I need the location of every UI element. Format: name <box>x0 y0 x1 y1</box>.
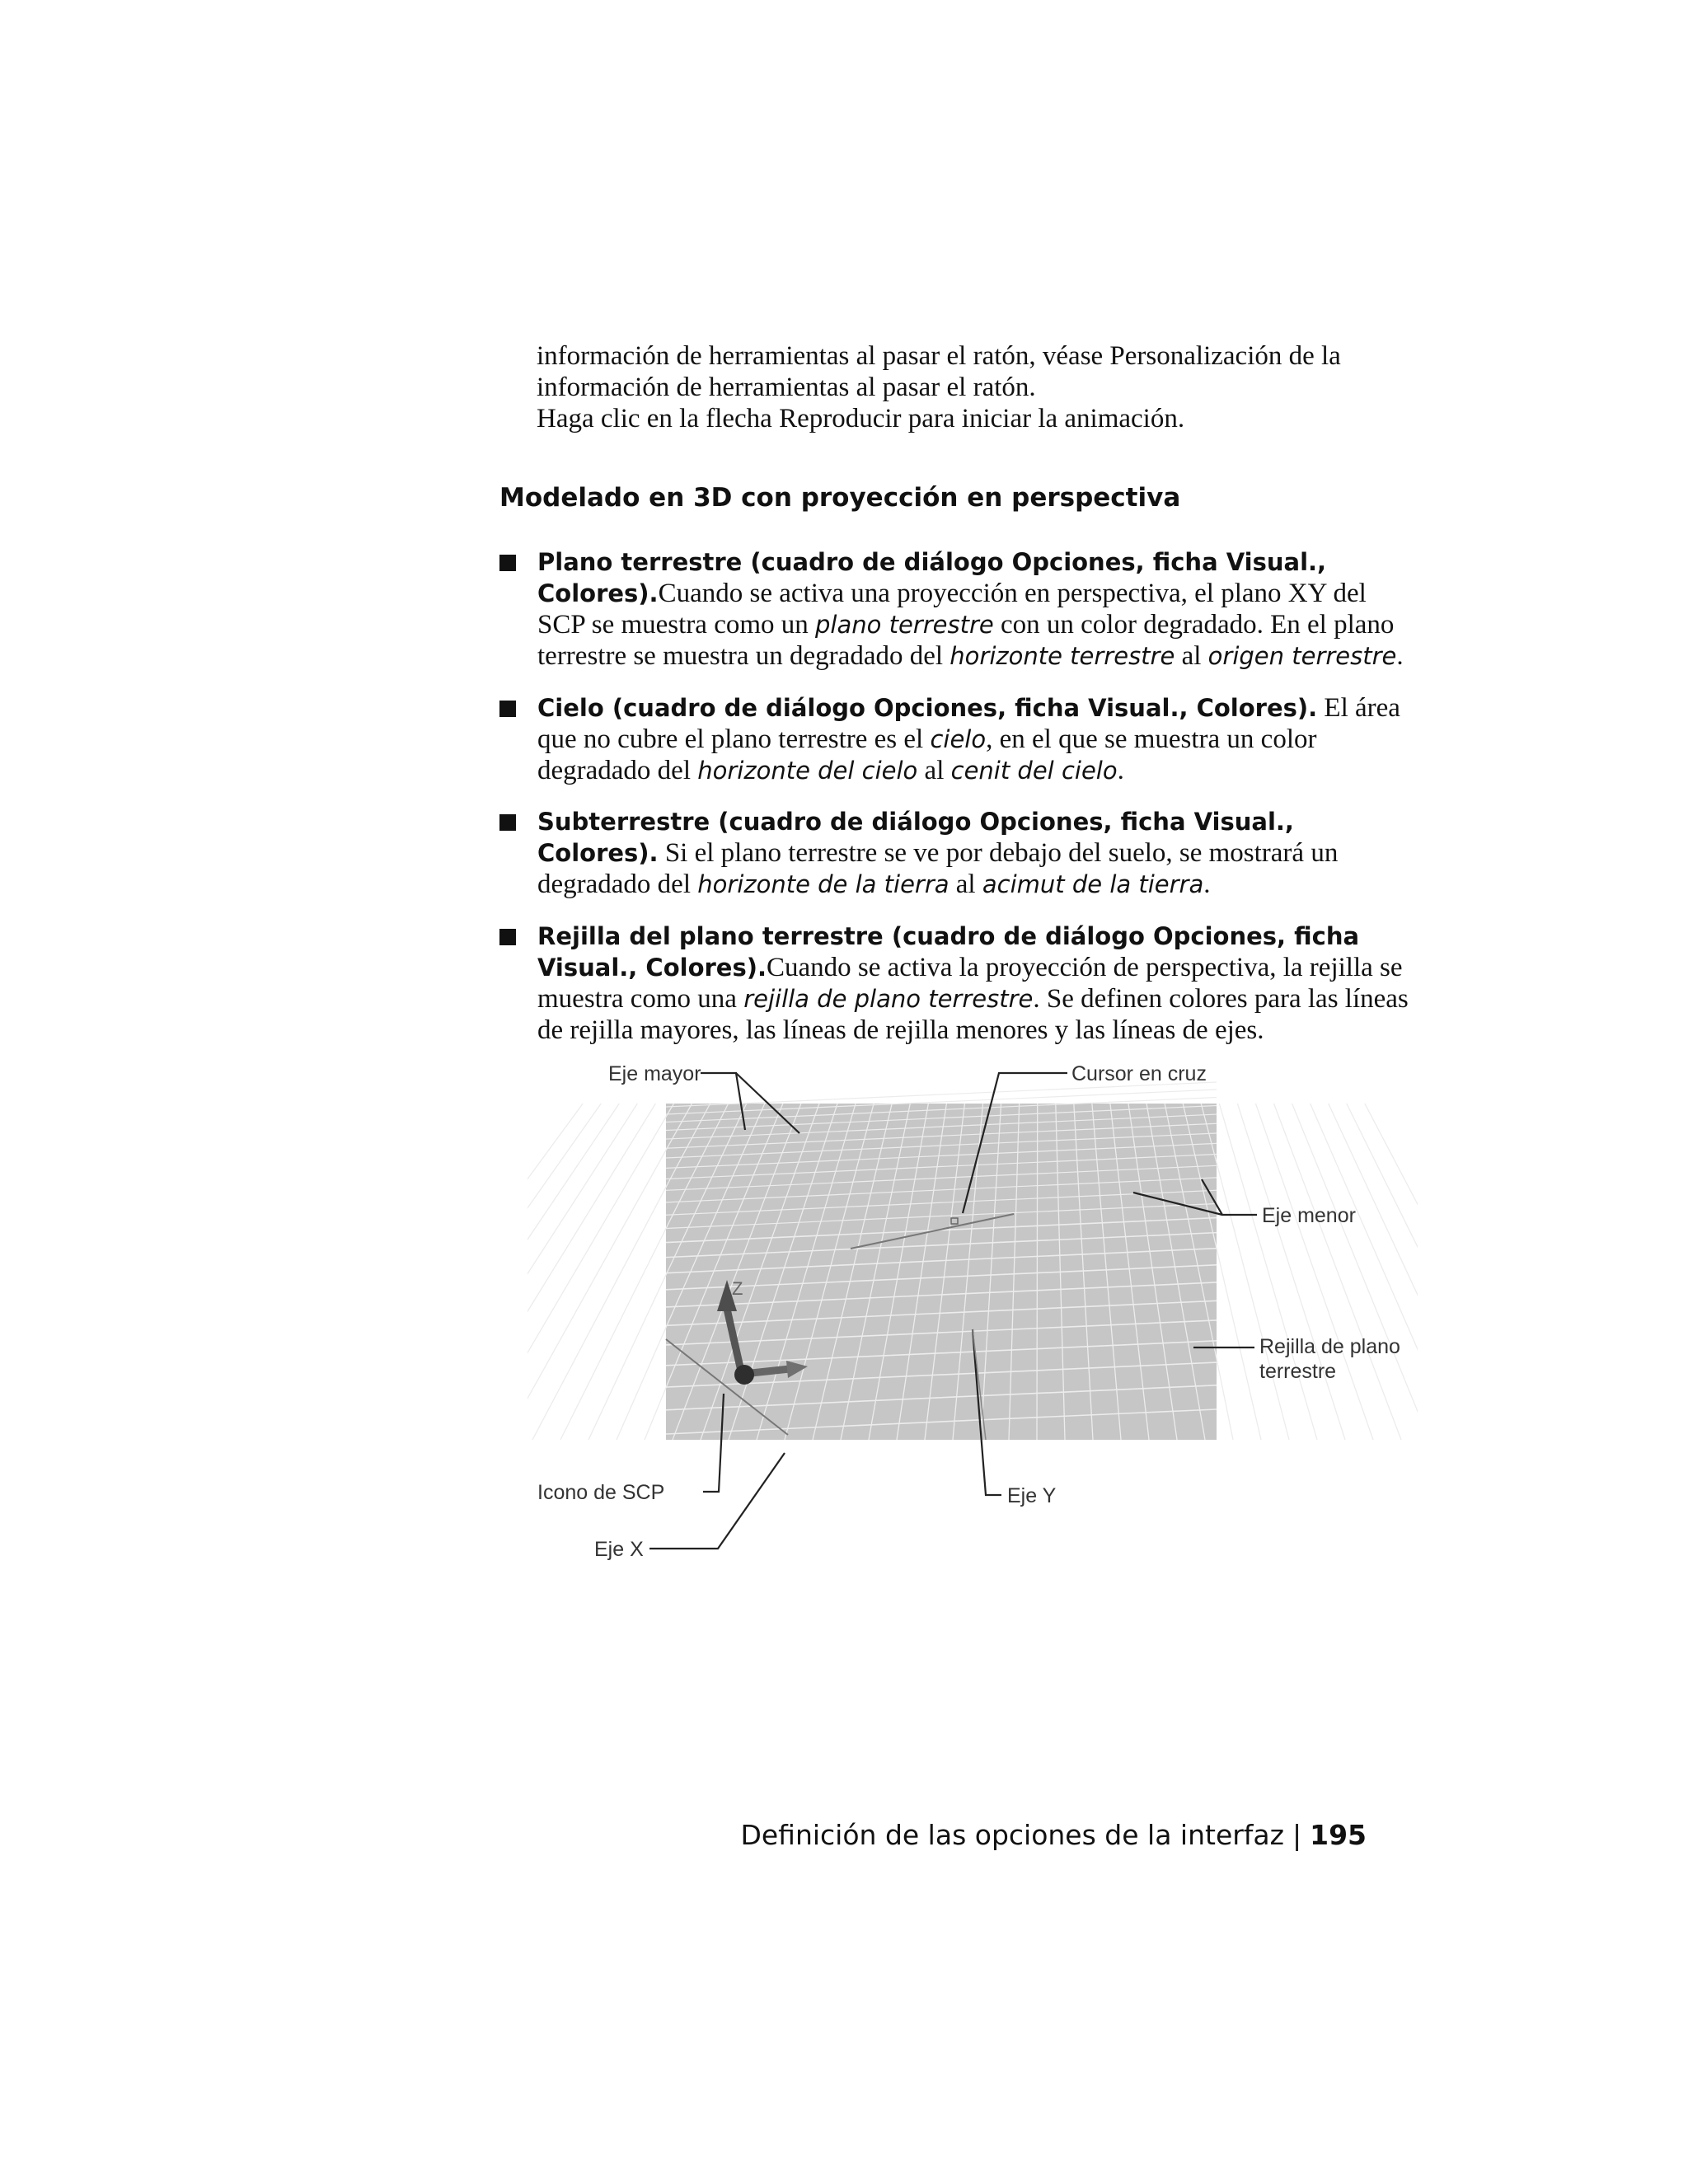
label-eje-mayor: Eje mayor <box>608 1062 701 1085</box>
bullet-term: horizonte del cielo <box>697 757 918 785</box>
bullet-body: Cuando se activa la proyección de perspectiva, la rejilla se muestra como una <box>537 953 1403 1014</box>
bullet-term: plano terrestre <box>815 611 994 639</box>
bullet-item-rejilla <box>499 921 1414 1046</box>
grid-line <box>1274 1104 1401 1440</box>
grid-line <box>1255 1104 1373 1440</box>
square-bullet-icon <box>499 814 516 831</box>
bullet-body: con un color degradado. En el plano terrestre se muestra un degradado del <box>537 610 1395 671</box>
bullet-item-cielo <box>499 692 1414 786</box>
label-eje-menor: Eje menor <box>1262 1204 1356 1227</box>
bullet-title: Rejilla del plano terrestre (cuadro de diálogo Opciones, ficha Visual., Colores). <box>537 922 1360 982</box>
grid-line <box>1292 1104 1418 1440</box>
intro-line-1: información de herramientas al pasar el ratón, véase Personalización de la <box>537 341 1341 371</box>
grid-line <box>1237 1104 1345 1440</box>
grid-line <box>1037 1104 1038 1440</box>
page-number: 195 <box>1310 1819 1367 1851</box>
bullet-term: origen terrestre <box>1207 642 1397 670</box>
bullet-body: . <box>1203 869 1211 899</box>
bullet-body: al <box>1175 641 1208 671</box>
grid-line <box>1219 1104 1317 1440</box>
bullet-text <box>537 546 1414 672</box>
grid-line <box>1365 1104 1418 1440</box>
label-cursor-en-cruz: Cursor en cruz <box>1071 1062 1207 1085</box>
label-eje-y: Eje Y <box>1007 1484 1057 1507</box>
bullet-body: . <box>1117 756 1124 785</box>
intro-paragraph <box>537 340 1410 434</box>
bullet-item-subterrestre <box>499 806 1414 900</box>
square-bullet-icon <box>499 701 516 717</box>
bullet-body: Cuando se activa una proyección en perspectiva, el plano XY del SCP se muestra como un <box>537 579 1367 640</box>
bullet-title: Cielo (cuadro de diálogo Opciones, ficha Visual., Colores). <box>537 694 1318 722</box>
bullet-item-plano-terrestre <box>499 546 1414 672</box>
leader-eje-x <box>649 1453 785 1549</box>
bullet-body: . <box>1396 641 1404 671</box>
square-bullet-icon <box>499 555 516 571</box>
bullet-term: horizonte de la tierra <box>697 870 950 898</box>
bullet-body: , en el que se muestra un color degradado del <box>537 724 1317 785</box>
page-footer <box>740 1817 1367 1854</box>
grid-line <box>528 1104 673 1440</box>
bullet-term: horizonte terrestre <box>950 642 1175 670</box>
bullet-text <box>537 921 1414 1046</box>
bullet-title: Plano terrestre (cuadro de diálogo Opciones, ficha Visual., Colores). <box>537 548 1327 607</box>
bullet-body: El área que no cubre el plano terrestre es el <box>537 693 1400 754</box>
square-bullet-icon <box>499 929 516 945</box>
intro-line-3: Haga clic en la flecha Reproducir para iniciar la animación. <box>537 404 1185 434</box>
bullet-term: acimut de la tierra <box>982 870 1204 898</box>
section-heading: Modelado en 3D con proyección en perspectiva <box>499 483 1181 513</box>
label-rejilla-line-1: Rejilla de plano <box>1259 1335 1400 1358</box>
footer-separator: | <box>1292 1819 1302 1851</box>
z-axis-label: Z <box>732 1278 743 1299</box>
ground-plane-grid-figure <box>528 1059 1418 1570</box>
figure-svg <box>528 1059 1418 1570</box>
bullet-term: cenit del cielo <box>950 757 1118 785</box>
label-rejilla-line-2: terrestre <box>1259 1360 1337 1383</box>
bullet-body: al <box>917 756 951 785</box>
grid-line <box>528 1104 601 1440</box>
bullet-body: al <box>949 869 982 899</box>
footer-title: Definición de las opciones de la interfaz <box>740 1819 1284 1851</box>
grid-line <box>528 1104 655 1440</box>
bullet-body: . Se definen colores para las líneas de rejilla mayores, las líneas de rejilla menores y las líneas de ejes. <box>537 984 1409 1045</box>
grid-line <box>1329 1104 1418 1440</box>
label-eje-x: Eje X <box>594 1538 644 1561</box>
bullet-term: cielo <box>930 725 987 753</box>
bullet-body: Si el plano terrestre se ve por debajo del suelo, se mostrará un degradado del <box>537 838 1339 899</box>
bullet-title: Subterrestre (cuadro de diálogo Opciones, ficha Visual., Colores). <box>537 808 1294 867</box>
bullet-term: rejilla de plano terrestre <box>743 985 1034 1013</box>
bullet-text <box>537 806 1414 900</box>
intro-line-2: información de herramientas al pasar el ratón. <box>537 373 1036 402</box>
label-icono-de-scp: Icono de SCP <box>537 1481 665 1504</box>
grid-line <box>1311 1104 1418 1440</box>
bullet-text <box>537 692 1414 786</box>
